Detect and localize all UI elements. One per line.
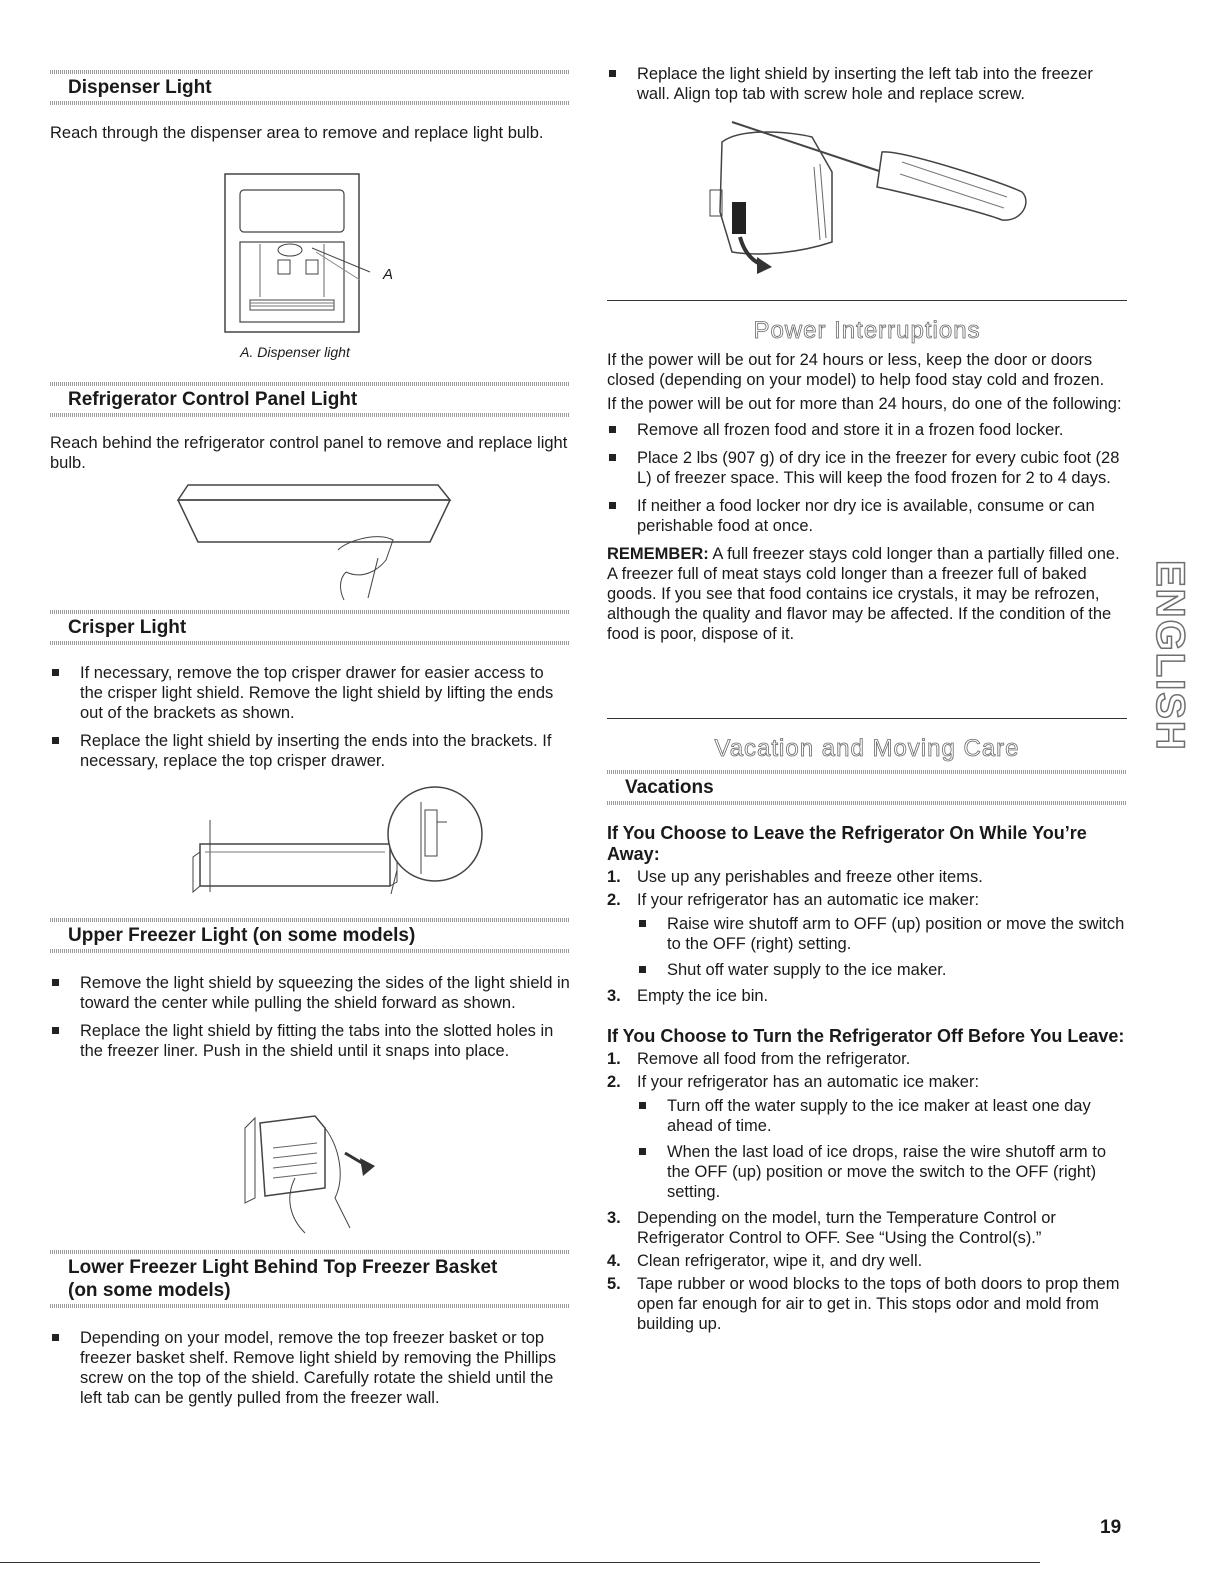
section-divider <box>50 641 570 645</box>
power-para-2: If the power will be out for more than 24 hours, do one of the following: <box>607 395 1122 413</box>
dispenser-light-caption: A. Dispenser light <box>240 344 350 360</box>
section-divider <box>50 70 570 74</box>
power-bullets <box>607 420 1127 536</box>
turn-off-steps <box>607 1049 1127 1334</box>
power-remember <box>607 544 1127 644</box>
step-text: Use up any perishables and freeze other items. <box>637 868 983 886</box>
step-text: If your refrigerator has an automatic ice maker: <box>637 891 980 909</box>
section-divider <box>50 1304 570 1308</box>
list-item: Place 2 lbs (907 g) of dry ice in the freezer for every cubic foot (28 L) of freezer space. This will keep the food frozen for 2 to 4 days. <box>607 448 1127 488</box>
list-item: Turn off the water supply to the ice maker at least one day ahead of time. <box>637 1096 1127 1136</box>
lower-freezer-light-bullets <box>50 1328 570 1408</box>
dispenser-light-illustration <box>220 172 470 337</box>
step-number: 2. <box>607 1073 621 1091</box>
list-item: Remove the light shield by squeezing the sides of the light shield in toward the center while pulling the shield forward as shown. <box>50 973 570 1013</box>
list-item: If necessary, remove the top crisper drawer for easier access to the crisper light shield. Remove the light shield by lifting the ends out of the brackets as shown. <box>50 663 570 723</box>
vacation-moving-section <box>607 734 1127 1337</box>
vacation-moving-title: Vacation and Moving Care <box>714 735 1020 762</box>
language-label: ENGLISH <box>1148 560 1192 752</box>
crisper-light-illustration <box>185 782 485 902</box>
step-text: Clean refrigerator, wipe it, and dry well. <box>637 1252 923 1270</box>
section-divider <box>50 949 570 953</box>
dispenser-light-text: Reach through the dispenser area to remove and replace light bulb. <box>50 124 544 142</box>
step-number: 1. <box>607 868 621 886</box>
upper-freezer-light-bullets <box>50 973 570 1061</box>
dispenser-light-heading: Dispenser Light <box>68 77 212 98</box>
section-rule <box>607 300 1127 301</box>
section-divider <box>50 382 570 386</box>
replace-shield-bullet <box>607 64 1127 112</box>
control-panel-light-heading: Refrigerator Control Panel Light <box>68 389 358 410</box>
step-number: 2. <box>607 891 621 909</box>
lower-freezer-light-heading-line1: Lower Freezer Light Behind Top Freezer Basket <box>68 1257 498 1278</box>
step-bullets <box>637 914 1127 980</box>
list-item <box>607 1208 1127 1248</box>
turn-off-heading: If You Choose to Turn the Refrigerator Off Before You Leave: <box>607 1026 1125 1046</box>
section-rule <box>607 718 1127 719</box>
list-item <box>607 986 1127 1006</box>
control-panel-light-section <box>50 382 570 473</box>
list-item <box>607 1251 1127 1271</box>
step-text: Depending on the model, turn the Temperature Control or Refrigerator Control to OFF. See “Using the Control(s).” <box>637 1209 1056 1247</box>
upper-freezer-light-section <box>50 918 570 1069</box>
step-number: 4. <box>607 1252 621 1270</box>
section-divider <box>50 610 570 614</box>
list-item <box>607 1274 1127 1334</box>
crisper-light-bullets <box>50 663 570 771</box>
step-number: 5. <box>607 1275 621 1293</box>
language-side-tab <box>1150 560 1192 860</box>
list-item: Replace the light shield by fitting the tabs into the slotted holes in the freezer liner. Push in the shield until it snaps into place. <box>50 1021 570 1061</box>
power-interruptions-section <box>607 316 1127 644</box>
lower-freezer-light-illustration <box>702 112 1042 287</box>
list-item: When the last load of ice drops, raise the wire shutoff arm to the OFF (up) position or move the switch to the OFF (right) setting. <box>637 1142 1127 1202</box>
upper-freezer-light-heading: Upper Freezer Light (on some models) <box>68 925 416 946</box>
section-divider <box>50 918 570 922</box>
dispenser-light-section <box>50 70 570 143</box>
step-text: Tape rubber or wood blocks to the tops of both doors to prop them open far enough for air to get in. This stops odor and mold from building up. <box>637 1275 1120 1333</box>
lower-freezer-light-section <box>50 1250 570 1416</box>
remember-text: A full freezer stays cold longer than a partially filled one. A freezer full of meat stays cold longer than a freezer full of baked goods. If you see that food contains ice crystals, it may be refrozen, although the quality and flavor may be affected. If the condition of the food is poor, dispose of it. <box>607 545 1120 643</box>
crisper-light-section <box>50 610 570 779</box>
control-panel-light-text: Reach behind the refrigerator control panel to remove and replace light bulb. <box>50 434 568 472</box>
section-divider <box>50 413 570 417</box>
list-item: Depending on your model, remove the top freezer basket or top freezer basket shelf. Remove light shield by removing the Phillips screw on the top of the shield. Carefully rotate the shield until the left tab can be gently pulled from the freezer wall. <box>50 1328 570 1408</box>
list-item: Raise wire shutoff arm to OFF (up) position or move the switch to the OFF (right) setting. <box>637 914 1127 954</box>
step-text: If your refrigerator has an automatic ice maker: <box>637 1073 980 1091</box>
list-item: If neither a food locker nor dry ice is available, consume or can perishable food at once. <box>607 496 1127 536</box>
vacations-heading: Vacations <box>625 777 714 798</box>
leave-on-steps <box>607 867 1127 1006</box>
dispenser-figure-label: A <box>383 266 394 283</box>
upper-freezer-light-illustration <box>235 1108 425 1238</box>
step-number: 3. <box>607 987 621 1005</box>
leave-on-heading: If You Choose to Leave the Refrigerator On While You’re Away: <box>607 823 1087 864</box>
crisper-light-heading: Crisper Light <box>68 617 187 638</box>
control-panel-light-illustration <box>168 480 468 605</box>
list-item <box>607 1049 1127 1069</box>
list-item <box>607 1072 1127 1202</box>
remember-label: REMEMBER: <box>607 545 709 563</box>
section-divider <box>50 1250 570 1254</box>
section-divider <box>607 801 1127 805</box>
list-item <box>607 867 1127 887</box>
step-number: 1. <box>607 1050 621 1068</box>
lower-freezer-light-heading-line2: (on some models) <box>68 1280 231 1301</box>
list-item <box>607 890 1127 980</box>
list-item: Replace the light shield by inserting the ends into the brackets. If necessary, replace the top crisper drawer. <box>50 731 570 771</box>
list-item: Replace the light shield by inserting the left tab into the freezer wall. Align top tab with screw hole and replace screw. <box>607 64 1127 104</box>
footer-rule <box>0 1562 1040 1563</box>
section-divider <box>607 770 1127 774</box>
section-divider <box>50 101 570 105</box>
step-text: Empty the ice bin. <box>637 987 769 1005</box>
step-text: Remove all food from the refrigerator. <box>637 1050 911 1068</box>
power-interruptions-title: Power Interruptions <box>753 317 981 344</box>
list-item: Remove all frozen food and store it in a frozen food locker. <box>607 420 1127 440</box>
lower-freezer-light-heading <box>50 1256 570 1302</box>
list-item: Shut off water supply to the ice maker. <box>637 960 1127 980</box>
page-number: 19 <box>1100 1517 1122 1538</box>
step-number: 3. <box>607 1209 621 1227</box>
step-bullets <box>637 1096 1127 1202</box>
power-para-1: If the power will be out for 24 hours or less, keep the door or doors closed (depending on your model) to help food stay cold and frozen. <box>607 351 1105 389</box>
